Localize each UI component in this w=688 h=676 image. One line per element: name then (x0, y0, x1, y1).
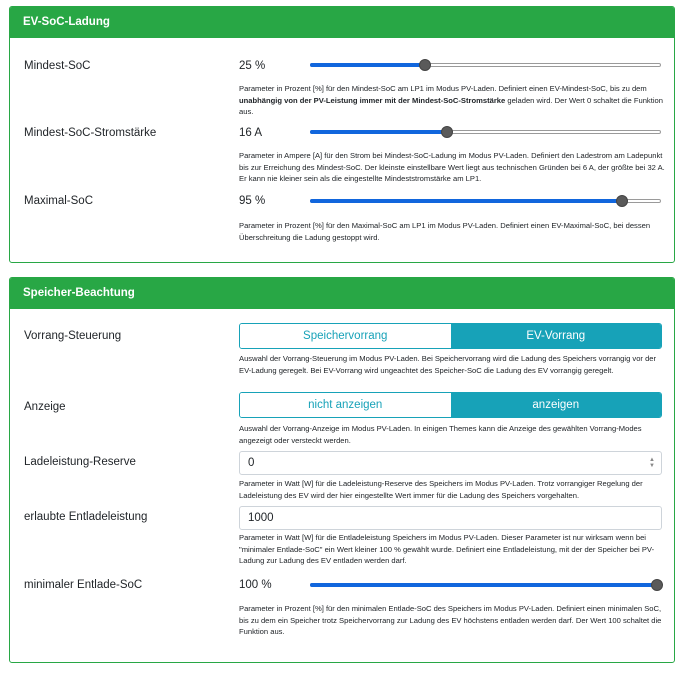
reserve-label: Ladeleistung-Reserve (24, 456, 136, 468)
min-soc-slider[interactable] (310, 58, 661, 72)
display-label: Anzeige (24, 401, 66, 413)
max-soc-label: Maximal-SoC (24, 195, 94, 207)
discharge-description: Parameter in Watt [W] für die Entladeleistung Speichers im Modus PV-Laden. Dieser Parameter ist nur wirksam wenn bei "minimaler Entlade-SoC" ein Wert kleiner 100 % gewählt wurde. Definiert eine Entladeleistung, mit der der Speicher bei PV-Ladung zur Ladung des EV entladen werden darf. (239, 533, 655, 565)
display-option-show[interactable]: anzeigen (451, 393, 662, 417)
min-discharge-soc-slider[interactable] (310, 578, 661, 592)
min-discharge-soc-description: Parameter in Prozent [%] für den minimalen Entlade-SoC des Speichers im Modus PV-Laden. Definiert einen minimalen SoC, bis zu dem ein Speicher trotz Speichervorrang zur Ladung des EV höchstens entladen werden darf. Der Wert 100 schaltet die Funktion aus. (239, 604, 662, 636)
max-soc-slider-thumb[interactable] (616, 195, 628, 207)
reserve-input[interactable] (239, 451, 662, 475)
priority-option-ev[interactable]: EV-Vorrang (451, 324, 662, 348)
max-soc-slider[interactable] (310, 194, 661, 208)
max-soc-slider-fill (310, 199, 622, 203)
min-soc-slider-thumb[interactable] (419, 59, 431, 71)
display-toggle (239, 392, 662, 418)
reserve-spinner-icon[interactable]: ▲ ▼ (649, 457, 655, 469)
storage-card (9, 277, 675, 663)
min-soc-current-value: 16 A (239, 127, 263, 139)
discharge-label: erlaubte Entladeleistung (24, 511, 148, 523)
reserve-input-value: 0 (248, 457, 255, 469)
max-soc-description: Parameter in Prozent [%] für den Maximal-SoC am LP1 im Modus PV-Laden. Definiert einen EV-Maximal-SoC, bei dessen Überschreitung die Ladung gestoppt wird. (239, 221, 651, 242)
max-soc-value: 95 % (239, 195, 266, 207)
min-discharge-soc-slider-thumb[interactable] (651, 579, 663, 591)
priority-description: Auswahl der Vorrang-Steuerung im Modus PV-Laden. Bei Speichervorrang wird die Ladung des Speichers vorrangig vor der EV-Ladung geregelt. Bei EV-Vorrang wird ungeachtet des Speicher-SoC die Ladung des EV vorrangig geregelt. (239, 354, 657, 375)
min-soc-current-label: Mindest-SoC-Stromstärke (24, 127, 157, 139)
storage-card-title: Speicher-Beachtung (10, 278, 674, 309)
min-soc-current-slider-fill (310, 130, 447, 134)
display-option-hide[interactable]: nicht anzeigen (240, 393, 451, 417)
ev-soc-card-title: EV-SoC-Ladung (10, 7, 674, 38)
reserve-description: Parameter in Watt [W] für die Ladeleistung-Reserve des Speichers im Modus PV-Laden. Trotz vorrangiger Regelung der Ladeleistung des EV wird der hier eingestellte Wert immer für die Ladung des Speichers vorgehalten. (239, 479, 643, 500)
min-soc-slider-fill (310, 63, 425, 67)
min-soc-value: 25 % (239, 60, 266, 72)
min-soc-current-description: Parameter in Ampere [A] für den Strom bei Mindest-SoC-Ladung im Modus PV-Laden. Definiert den Ladestrom am Ladepunkt bis zur Erreichung des Mindest-SoC. Der kleinste einstellbare Wert liegt aus technischen Gründen bei 6 A, der größte bei 32 A. Er kann nie kleiner sein als die eingestellte Mindeststromstärke am LP1. (239, 151, 665, 183)
display-description: Auswahl der Vorrang-Anzeige im Modus PV-Laden. In einigen Themes kann die Anzeige des gewählten Vorrang-Modes angezeigt oder versteckt werden. (239, 424, 642, 445)
priority-option-storage[interactable]: Speichervorrang (240, 324, 451, 348)
priority-label: Vorrang-Steuerung (24, 330, 122, 342)
discharge-input-value: 1000 (248, 512, 274, 524)
min-soc-current-slider-thumb[interactable] (441, 126, 453, 138)
min-soc-current-slider[interactable] (310, 125, 661, 139)
ev-soc-card (9, 6, 675, 263)
min-discharge-soc-value: 100 % (239, 579, 272, 591)
priority-toggle (239, 323, 662, 349)
discharge-input[interactable] (239, 506, 662, 530)
min-soc-label: Mindest-SoC (24, 60, 91, 72)
min-soc-description: Parameter in Prozent [%] für den Mindest-SoC am LP1 im Modus PV-Laden. Definiert einen EV-Mindest-SoC, bis zu dem unabhängig von der PV-Leistung immer mit der Mindest-SoC-Stromstärke geladen wird. Der Wert 0 schaltet die Funktion aus. (239, 84, 663, 116)
min-discharge-soc-slider-fill (310, 583, 657, 587)
min-discharge-soc-label: minimaler Entlade-SoC (24, 579, 143, 591)
